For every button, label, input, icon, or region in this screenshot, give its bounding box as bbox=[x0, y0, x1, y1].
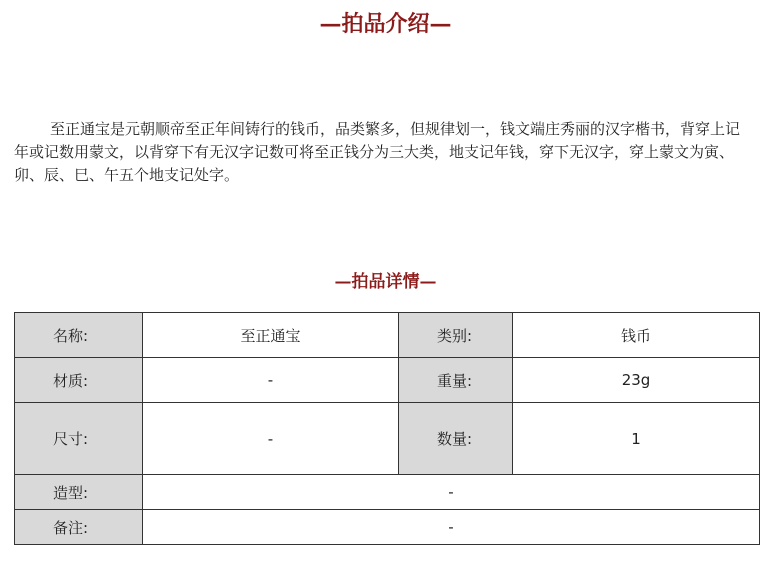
table-row bbox=[15, 475, 760, 510]
material-label: 材质: bbox=[15, 358, 143, 403]
weight-value: 23g bbox=[513, 358, 760, 403]
intro-section-title: —拍品介绍— bbox=[319, 11, 452, 37]
shape-label: 造型: bbox=[15, 475, 143, 510]
details-section-title: —拍品详情— bbox=[334, 272, 437, 292]
table-row bbox=[15, 358, 760, 403]
intro-paragraph: 至正通宝是元朝顺帝至正年间铸行的钱币，品类繁多，但规律划一，钱文端庄秀丽的汉字楷书，背穿上记年或记数用蒙文，以背穿下有无汉字记数可将至正钱分为三大类，地支记年钱，穿下无汉字，穿上蒙文为寅、卯、辰、巳、午五个地支记处字。 bbox=[14, 120, 741, 184]
quantity-value: 1 bbox=[513, 403, 760, 475]
category-label: 类别: bbox=[399, 313, 513, 358]
weight-label: 重量: bbox=[399, 358, 513, 403]
size-label: 尺寸: bbox=[15, 403, 143, 475]
quantity-label: 数量: bbox=[399, 403, 513, 475]
notes-value: - bbox=[143, 510, 760, 545]
table-row bbox=[15, 510, 760, 545]
table-row bbox=[15, 403, 760, 475]
details-table bbox=[14, 312, 760, 545]
table-row bbox=[15, 313, 760, 358]
material-value: - bbox=[143, 358, 399, 403]
category-value: 钱币 bbox=[513, 313, 760, 358]
name-value: 至正通宝 bbox=[143, 313, 399, 358]
name-label: 名称: bbox=[15, 313, 143, 358]
shape-value: - bbox=[143, 475, 760, 510]
size-value: - bbox=[143, 403, 399, 475]
notes-label: 备注: bbox=[15, 510, 143, 545]
